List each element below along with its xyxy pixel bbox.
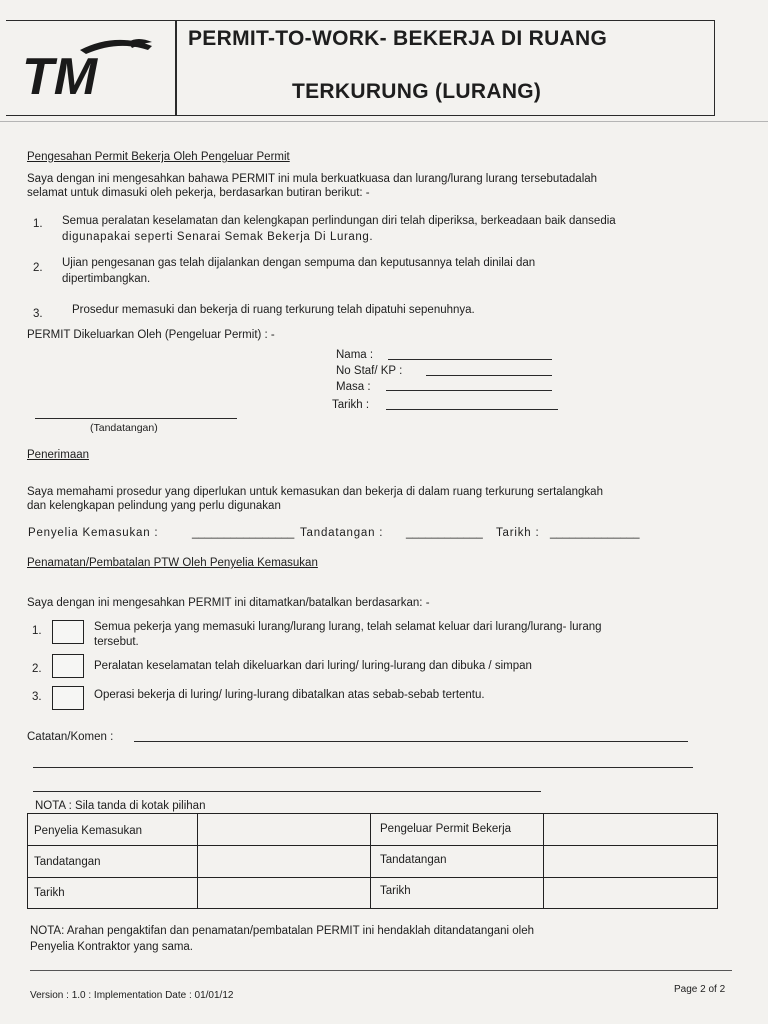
issued-by-label: PERMIT Dikeluarkan Oleh (Pengeluar Permit) : - bbox=[27, 329, 275, 341]
option-number: 2. bbox=[32, 663, 42, 675]
item-text-line1: Prosedur memasuki dan bekerja di ruang terkurung telah dipatuhi sepenuhnya. bbox=[72, 304, 475, 316]
penyelia-field[interactable]: ________________ bbox=[192, 527, 295, 539]
footnote-line1: NOTA: Arahan pengaktifan dan penamatan/pembatalan PERMIT ini hendaklah ditandatangani oleh bbox=[30, 925, 535, 937]
penyelia-signature-cell[interactable] bbox=[198, 846, 370, 877]
option-number: 3. bbox=[32, 691, 42, 703]
table-cell-label: Tandatangan bbox=[380, 854, 447, 866]
pengeluar-signature-cell[interactable] bbox=[544, 846, 717, 877]
item-text-line2: dipertimbangkan. bbox=[62, 273, 151, 285]
signature-line[interactable] bbox=[35, 418, 237, 419]
catatan-field-line2[interactable] bbox=[33, 767, 693, 768]
penyelia-label: Penyelia Kemasukan : bbox=[28, 527, 159, 539]
item-number: 3. bbox=[33, 308, 43, 320]
table-cell-label: Pengeluar Permit Bekerja bbox=[380, 823, 512, 835]
section1-intro-line1: Saya dengan ini mengesahkan bahawa PERMIT ini mula berkuatkuasa dan lurang/lurang lurang tersebutadalah bbox=[27, 173, 598, 185]
item-number: 1. bbox=[33, 218, 43, 230]
tarikh-label: Tarikh : bbox=[332, 399, 370, 411]
option3-checkbox[interactable] bbox=[52, 686, 84, 710]
footer-rule bbox=[30, 970, 732, 971]
pengeluar-date-cell[interactable] bbox=[544, 878, 717, 908]
masa-field[interactable] bbox=[386, 390, 552, 391]
header-rule bbox=[0, 121, 768, 122]
section3-heading: Penamatan/Pembatalan PTW Oleh Penyelia Kemasukan bbox=[27, 557, 318, 569]
section3-intro: Saya dengan ini mengesahkan PERMIT ini ditamatkan/batalkan berdasarkan: - bbox=[27, 597, 430, 609]
table-cell-label: Penyelia Kemasukan bbox=[34, 825, 143, 837]
nama-field[interactable] bbox=[388, 359, 552, 360]
option-number: 1. bbox=[32, 625, 42, 637]
tandatangan-label: Tandatangan : bbox=[300, 527, 384, 539]
catatan-field-line3[interactable] bbox=[33, 791, 541, 792]
pengeluar-name-cell[interactable] bbox=[544, 814, 717, 845]
penyelia-name-cell[interactable] bbox=[198, 814, 370, 845]
section2-text-line1: Saya memahami prosedur yang diperlukan untuk kemasukan dan bekerja di dalam ruang terkurung sertalangkah bbox=[27, 486, 603, 498]
item-text-line2: digunapakai seperti Senarai Semak Bekerja Di Lurang. bbox=[62, 231, 374, 243]
table-col-divider bbox=[370, 813, 371, 909]
section1-intro-line2: selamat untuk dimasuki oleh pekerja, berdasarkan butiran berikut: - bbox=[27, 187, 370, 199]
table-cell-label: Tandatangan bbox=[34, 856, 101, 868]
nota-label: NOTA : Sila tanda di kotak pilihan bbox=[35, 800, 206, 812]
item-number: 2. bbox=[33, 262, 43, 274]
footnote-line2: Penyelia Kontraktor yang sama. bbox=[30, 941, 194, 953]
option2-checkbox[interactable] bbox=[52, 654, 84, 678]
item-text-line1: Ujian pengesanan gas telah dijalankan dengan sempuma dan keputusannya telah dinilai dan bbox=[62, 257, 536, 269]
option-text-line1: Operasi bekerja di luring/ luring-lurang dibatalkan atas sebab-sebab tertentu. bbox=[94, 689, 485, 701]
logo-text: TM bbox=[22, 48, 98, 98]
page-title-line1: PERMIT-TO-WORK- BEKERJA DI RUANG bbox=[188, 27, 608, 50]
no-staf-label: No Staf/ KP : bbox=[336, 365, 403, 377]
catatan-field-line1[interactable] bbox=[134, 741, 688, 742]
catatan-label: Catatan/Komen : bbox=[27, 731, 114, 743]
table-cell-label: Tarikh bbox=[380, 885, 411, 897]
signature-label: (Tandatangan) bbox=[90, 422, 158, 434]
option-text-line1: Semua pekerja yang memasuki lurang/lurang lurang, telah selamat keluar dari lurang/lurang- lurang bbox=[94, 621, 602, 633]
section1-heading: Pengesahan Permit Bekerja Oleh Pengeluar Permit bbox=[27, 151, 290, 163]
no-staf-field[interactable] bbox=[426, 375, 552, 376]
tm-logo bbox=[20, 34, 160, 98]
table-cell-label: Tarikh bbox=[34, 887, 65, 899]
nama-label: Nama : bbox=[336, 349, 374, 361]
item-text-line1: Semua peralatan keselamatan dan kelengkapan perlindungan diri telah diperiksa, berkeadaan baik dansedia bbox=[62, 215, 616, 227]
masa-label: Masa : bbox=[336, 381, 371, 393]
tandatangan-field[interactable]: ____________ bbox=[406, 527, 483, 539]
header-divider bbox=[175, 20, 177, 116]
tarikh-field[interactable] bbox=[386, 409, 558, 410]
option1-checkbox[interactable] bbox=[52, 620, 84, 644]
version-info: Version : 1.0 : Implementation Date : 01/01/12 bbox=[30, 990, 234, 1001]
page-number: Page 2 of 2 bbox=[674, 984, 726, 995]
option-text-line1: Peralatan keselamatan telah dikeluarkan dari luring/ luring-lurang dan dibuka / simpan bbox=[94, 660, 532, 672]
section2-heading: Penerimaan bbox=[27, 449, 90, 461]
tarikh2-label: Tarikh : bbox=[496, 527, 540, 539]
penyelia-date-cell[interactable] bbox=[198, 878, 370, 908]
option-text-line2: tersebut. bbox=[94, 636, 139, 648]
tarikh2-field[interactable]: ______________ bbox=[550, 527, 640, 539]
section2-text-line2: dan kelengkapan pelindung yang perlu digunakan bbox=[27, 500, 281, 512]
page-title-line2: TERKURUNG (LURANG) bbox=[292, 80, 542, 103]
